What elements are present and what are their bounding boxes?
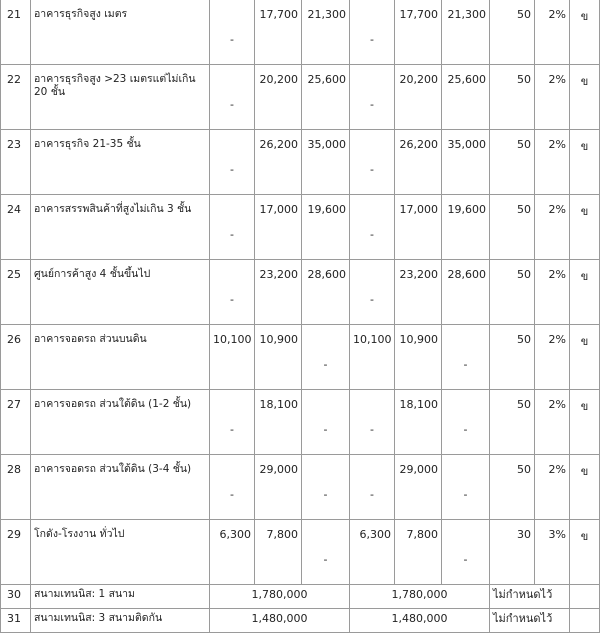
depreciation-cell: 2%: [535, 195, 570, 260]
depreciation-cell: 3%: [535, 520, 570, 585]
price-cell: 10,100: [350, 325, 395, 390]
building-type: สนามเทนนิส: 3 สนามติดกัน: [31, 609, 210, 633]
table-row: [1, 585, 600, 609]
price-cell: -: [350, 130, 395, 195]
price-cell: 28,600: [442, 260, 490, 325]
price-cell: 10,900: [395, 325, 442, 390]
table-row: [1, 195, 600, 260]
building-type: โกดัง-โรงงาน ทั่วไป: [31, 520, 210, 585]
building-type: อาคารธุรกิจสูง เมตร: [31, 0, 210, 65]
building-type: อาคารสรรพสินค้าที่สูงไม่เกิน 3 ชั้น: [31, 195, 210, 260]
category-cell: ข: [570, 0, 600, 65]
price-cell: 26,200: [395, 130, 442, 195]
price-cell: 21,300: [442, 0, 490, 65]
table-row: [1, 609, 600, 633]
category-cell: ข: [570, 260, 600, 325]
category-cell: ข: [570, 195, 600, 260]
table-row: [1, 390, 600, 455]
price-cell: -: [210, 65, 255, 130]
price-cell: 21,300: [302, 0, 350, 65]
price-cell: -: [302, 325, 350, 390]
price-cell: -: [442, 325, 490, 390]
price-cell: -: [442, 390, 490, 455]
lifespan-cell: 50: [490, 325, 535, 390]
price-cell: -: [350, 455, 395, 520]
lifespan-note: ไม่กำหนดไว้: [490, 609, 570, 633]
price-cell: -: [302, 390, 350, 455]
category-cell: ข: [570, 455, 600, 520]
price-cell: -: [210, 195, 255, 260]
building-type: อาคารจอดรถ ส่วนบนดิน: [31, 325, 210, 390]
row-number: 26: [1, 325, 31, 390]
depreciation-cell: 2%: [535, 455, 570, 520]
price-cell: -: [350, 260, 395, 325]
building-type: อาคารธุรกิจ 21-35 ชั้น: [31, 130, 210, 195]
price-cell: 6,300: [350, 520, 395, 585]
lifespan-cell: 30: [490, 520, 535, 585]
row-number: 29: [1, 520, 31, 585]
price-cell: 25,600: [302, 65, 350, 130]
category-cell: ข: [570, 520, 600, 585]
table-row: [1, 325, 600, 390]
building-type: ศูนย์การค้าสูง 4 ชั้นขึ้นไป: [31, 260, 210, 325]
building-type: อาคารธุรกิจสูง >23 เมตรแต่ไม่เกิน 20 ชั้น: [31, 65, 210, 130]
price-cell: 19,600: [442, 195, 490, 260]
price-cell: 26,200: [255, 130, 302, 195]
table-row: [1, 260, 600, 325]
price-cell: 17,700: [395, 0, 442, 65]
row-number: 31: [1, 609, 31, 633]
lifespan-cell: 50: [490, 130, 535, 195]
price-cell: 23,200: [395, 260, 442, 325]
price-cell: 10,100: [210, 325, 255, 390]
price-cell: -: [302, 455, 350, 520]
lifespan-note: ไม่กำหนดไว้: [490, 585, 570, 609]
price-cell: 29,000: [395, 455, 442, 520]
price-cell: -: [210, 0, 255, 65]
table-row: [1, 520, 600, 585]
price-cell: -: [442, 455, 490, 520]
row-number: 28: [1, 455, 31, 520]
depreciation-cell: 2%: [535, 0, 570, 65]
price-cell: -: [442, 520, 490, 585]
lifespan-cell: 50: [490, 390, 535, 455]
price-cell: 23,200: [255, 260, 302, 325]
price-cell: 10,900: [255, 325, 302, 390]
price-cell: 17,700: [255, 0, 302, 65]
price-cell: 17,000: [255, 195, 302, 260]
table-row: [1, 455, 600, 520]
price-cell: 1,780,000: [210, 585, 350, 609]
lifespan-cell: 50: [490, 0, 535, 65]
building-type: สนามเทนนิส: 1 สนาม: [31, 585, 210, 609]
price-cell: 7,800: [255, 520, 302, 585]
price-cell: 18,100: [395, 390, 442, 455]
price-cell: -: [210, 130, 255, 195]
lifespan-cell: 50: [490, 455, 535, 520]
row-number: 24: [1, 195, 31, 260]
price-cell: -: [210, 390, 255, 455]
price-cell: 29,000: [255, 455, 302, 520]
lifespan-cell: 50: [490, 260, 535, 325]
price-cell: 35,000: [442, 130, 490, 195]
depreciation-cell: 2%: [535, 65, 570, 130]
category-cell: ข: [570, 390, 600, 455]
price-cell: 7,800: [395, 520, 442, 585]
building-type: อาคารจอดรถ ส่วนใต้ดิน (1-2 ชั้น): [31, 390, 210, 455]
price-cell: -: [350, 390, 395, 455]
price-cell: -: [350, 195, 395, 260]
table-row: [1, 0, 600, 65]
price-cell: 19,600: [302, 195, 350, 260]
row-number: 23: [1, 130, 31, 195]
price-cell: 1,780,000: [350, 585, 490, 609]
table-row: [1, 130, 600, 195]
row-number: 25: [1, 260, 31, 325]
price-cell: 6,300: [210, 520, 255, 585]
row-number: 22: [1, 65, 31, 130]
price-cell: 18,100: [255, 390, 302, 455]
building-type: อาคารจอดรถ ส่วนใต้ดิน (3-4 ชั้น): [31, 455, 210, 520]
category-cell: ข: [570, 325, 600, 390]
depreciation-cell: 2%: [535, 260, 570, 325]
empty-cell: [570, 585, 600, 609]
row-number: 21: [1, 0, 31, 65]
price-cell: 20,200: [255, 65, 302, 130]
table-row: [1, 65, 600, 130]
depreciation-cell: 2%: [535, 390, 570, 455]
row-number: 27: [1, 390, 31, 455]
category-cell: ข: [570, 130, 600, 195]
price-cell: 17,000: [395, 195, 442, 260]
price-cell: 20,200: [395, 65, 442, 130]
empty-cell: [570, 609, 600, 633]
price-cell: 1,480,000: [210, 609, 350, 633]
lifespan-cell: 50: [490, 195, 535, 260]
depreciation-cell: 2%: [535, 325, 570, 390]
price-cell: -: [210, 455, 255, 520]
table-body: [1, 0, 600, 633]
price-cell: -: [350, 0, 395, 65]
lifespan-cell: 50: [490, 65, 535, 130]
price-cell: 28,600: [302, 260, 350, 325]
price-cell: -: [302, 520, 350, 585]
price-cell: 1,480,000: [350, 609, 490, 633]
price-cell: -: [210, 260, 255, 325]
price-cell: -: [350, 65, 395, 130]
price-cell: 35,000: [302, 130, 350, 195]
row-number: 30: [1, 585, 31, 609]
price-cell: 25,600: [442, 65, 490, 130]
category-cell: ข: [570, 65, 600, 130]
depreciation-cell: 2%: [535, 130, 570, 195]
